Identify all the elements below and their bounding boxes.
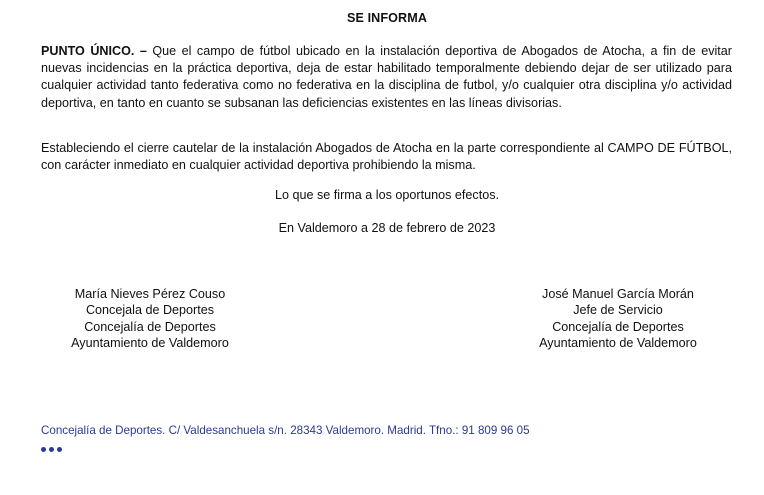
paragraph-lead: PUNTO ÚNICO. – bbox=[41, 44, 147, 58]
dot-icon bbox=[49, 447, 54, 452]
signer-left bbox=[50, 286, 250, 351]
signer-right-name: José Manuel García Morán bbox=[542, 287, 694, 301]
document-heading: SE INFORMA bbox=[346, 11, 428, 25]
signer-right-department: Concejalía de Deportes bbox=[552, 319, 684, 334]
closing-line: Lo que se firma a los oportunos efectos. bbox=[274, 188, 500, 202]
footer-dots-icon bbox=[41, 447, 65, 453]
signer-left-department: Concejalía de Deportes bbox=[84, 319, 216, 334]
paragraph-punto-unico bbox=[41, 43, 732, 112]
signer-right bbox=[518, 286, 718, 351]
footer-address: Concejalía de Deportes. C/ Valdesanchuela s/n. 28343 Valdemoro. Madrid. Tfno.: 91 809 96 05 bbox=[41, 424, 530, 437]
signer-left-name: María Nieves Pérez Couso bbox=[74, 287, 226, 301]
signer-left-role: Concejala de Deportes bbox=[85, 303, 215, 318]
signer-right-role: Jefe de Servicio bbox=[573, 303, 663, 318]
dot-icon bbox=[57, 447, 62, 452]
signer-left-institution: Ayuntamiento de Valdemoro bbox=[71, 335, 229, 350]
dot-icon bbox=[41, 447, 46, 452]
date-line: En Valdemoro a 28 de febrero de 2023 bbox=[278, 221, 496, 235]
signer-right-institution: Ayuntamiento de Valdemoro bbox=[539, 335, 697, 350]
paragraph-cierre-cautelar: Estableciendo el cierre cautelar de la instalación Abogados de Atocha en la parte correspondiente al CAMPO DE FÚTBOL, con carácter inmediato en cualquier actividad deportiva prohibiendo la misma. bbox=[41, 141, 732, 173]
paragraph-body: Que el campo de fútbol ubicado en la instalación deportiva de Abogados de Atocha, a fin de evitar nuevas incidencias en la práctica deportiva, deja de estar habilitado temporalmente debiendo dejar de ser utilizado para cualquier actividad tanto federativa como no federativa en la disciplina de futbol, y/o cualquier otra disciplina y/o actividad deportiva, en tanto en cuanto se subsanan las deficiencias existentes en las líneas divisorias. bbox=[41, 44, 733, 110]
